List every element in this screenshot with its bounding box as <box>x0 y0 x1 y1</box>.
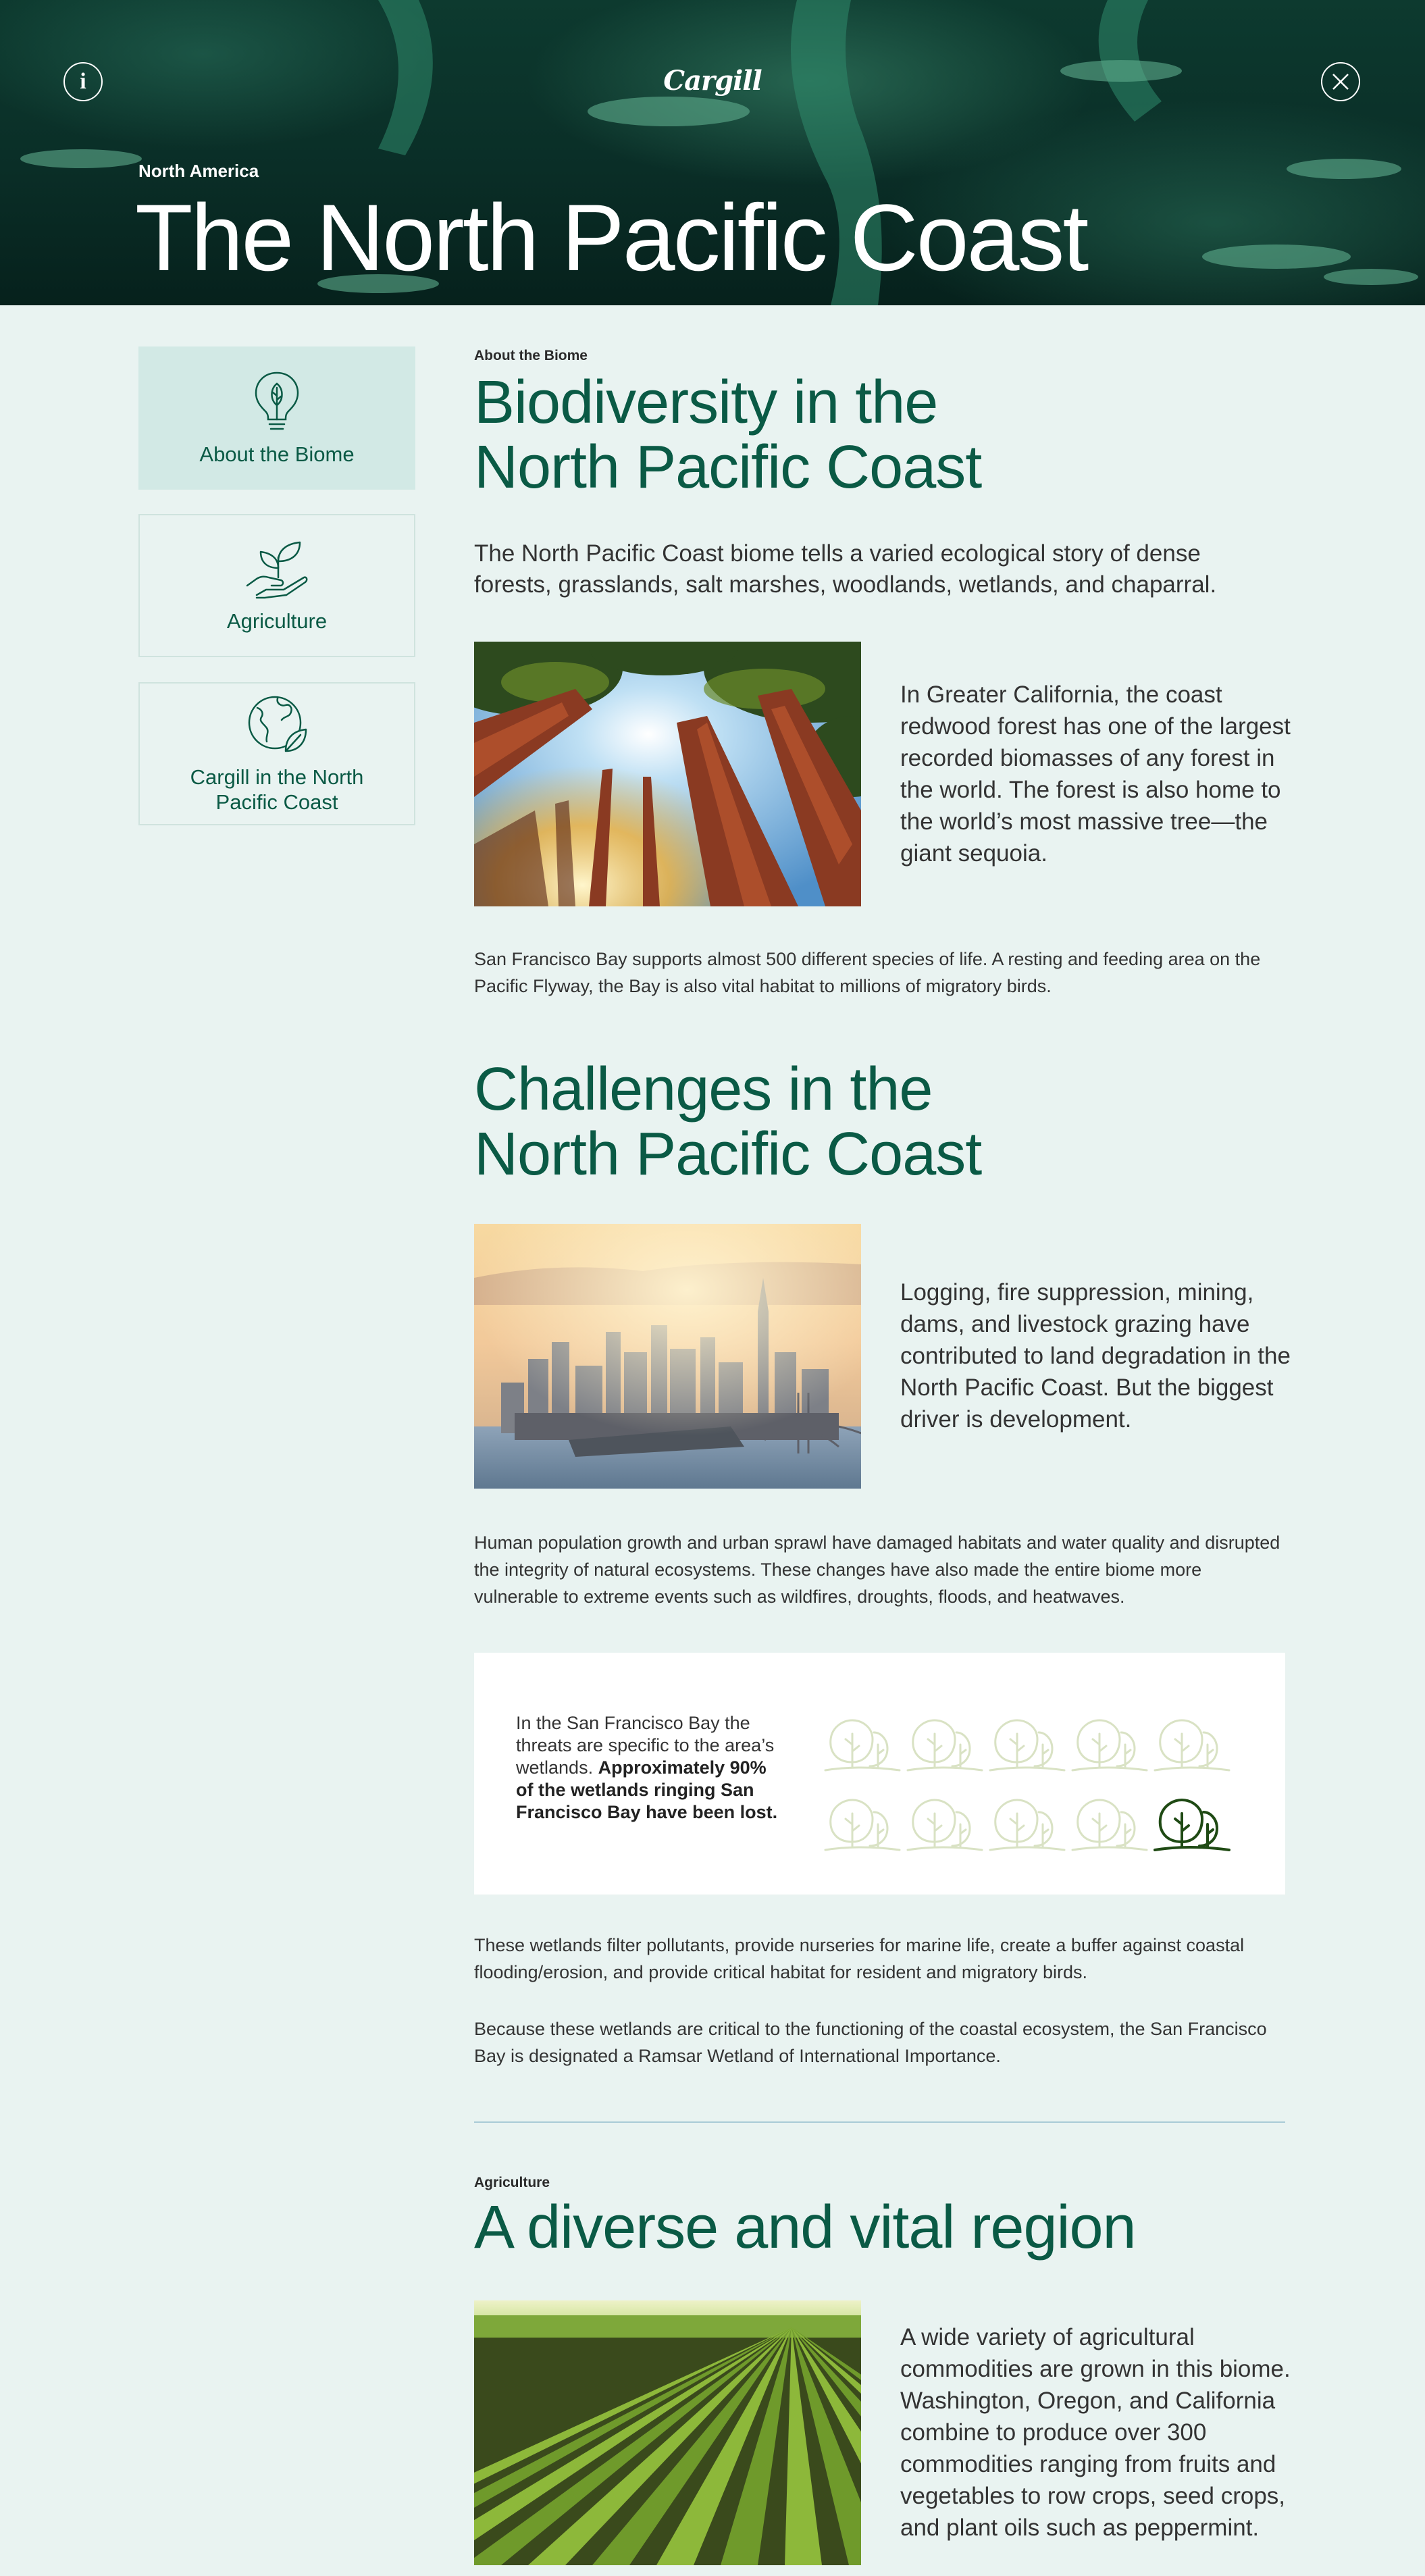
nav-card-agriculture[interactable] <box>138 514 415 657</box>
biome-lead-paragraph: The North Pacific Coast biome tells a varied ecological story of dense forests, grasslands, salt marshes, woodlands, wetlands, and chaparral. <box>474 540 1217 598</box>
trees-lost-infographic <box>819 1693 1251 1869</box>
agriculture-heading: A diverse and vital region <box>474 2194 1136 2261</box>
tree-icon-lost <box>825 1800 900 1850</box>
tree-icon-lost <box>1072 1720 1147 1770</box>
urban-sprawl-paragraph: Human population growth and urban sprawl have damaged habitats and water quality and disrupted the integrity of natural ecosystems. These changes have also made the entire biome more vulnerable to extreme events such as wildfires, droughts, floods, and heatwaves. <box>474 1532 1280 1607</box>
tree-icon-lost <box>825 1720 900 1770</box>
close-icon <box>1331 72 1350 91</box>
redwood-forest-photo <box>474 642 861 906</box>
region-label: North America <box>138 161 259 181</box>
close-button[interactable] <box>1321 62 1360 101</box>
agriculture-description: A wide variety of agricultural commodities are grown in this biome. Washington, Oregon, and California combine to produce over 300 commodities ranging from fruits and vegetables to row crops, seed crops, and plant oils such as peppermint. <box>900 2324 1291 2541</box>
redwood-description: In Greater California, the coast redwood forest has one of the largest recorded biomasses of any forest in the world. The forest is also home to the world’s most massive tree—the giant sequoia. <box>900 681 1291 867</box>
tree-icon-lost <box>1155 1720 1229 1770</box>
ramsar-paragraph: Because these wetlands are critical to the functioning of the coastal ecosystem, the San Francisco Bay is designated a Ramsar Wetland of International Importance. <box>474 2019 1267 2066</box>
san-francisco-skyline-photo <box>474 1224 861 1489</box>
tree-icon-lost <box>908 1800 982 1850</box>
wetlands-function-paragraph: These wetlands filter pollutants, provide nurseries for marine life, create a buffer against coastal flooding/erosion, and provide critical habitat for resident and migratory birds. <box>474 1935 1245 1982</box>
tree-icon-lost <box>990 1720 1064 1770</box>
hand-plant-icon <box>244 538 309 599</box>
heading-line: Biodiversity in the <box>474 369 938 436</box>
heading-line: North Pacific Coast <box>474 1120 982 1188</box>
bay-paragraph: San Francisco Bay supports almost 500 different species of life. A resting and feeding area on the Pacific Flyway, the Bay is also vital habitat to millions of migratory birds. <box>474 949 1261 996</box>
tree-icon-lost <box>1072 1800 1147 1850</box>
land-degradation-description: Logging, fire suppression, mining, dams, and livestock grazing have contributed to land degradation in the North Pacific Coast. But the biggest driver is development. <box>900 1279 1291 1433</box>
section-eyebrow: About the Biome <box>474 348 588 363</box>
lightbulb-leaf-icon <box>252 370 302 432</box>
tree-icon-lost <box>990 1800 1064 1850</box>
nav-label: Agriculture <box>226 609 328 633</box>
nav-label: Cargill in the North Pacific Coast <box>190 765 364 814</box>
nav-card-about-the-biome[interactable] <box>138 346 415 490</box>
crop-field-photo <box>474 2300 861 2565</box>
heading-line: North Pacific Coast <box>474 434 982 501</box>
wetlands-stat-text <box>516 1712 786 1824</box>
hero-banner <box>0 0 1425 305</box>
tree-icon-lost <box>908 1720 982 1770</box>
heading-line: Challenges in the <box>474 1056 933 1123</box>
section-divider <box>474 2121 1285 2123</box>
nav-label: About the Biome <box>199 442 355 466</box>
page-title: The North Pacific Coast <box>135 184 1087 290</box>
tree-icon-remaining <box>1155 1800 1229 1850</box>
section-eyebrow: Agriculture <box>474 2175 550 2190</box>
challenges-heading <box>474 1057 981 1187</box>
stat-highlight: Approximately 90% of the wetlands ringing San Francisco Bay have been lost. <box>516 1757 778 1822</box>
cargill-logo: Cargill <box>663 65 762 97</box>
wetlands-stat-card <box>474 1653 1285 1895</box>
stat-intro: In the San Francisco Bay the threats are specific to the area’s wetlands. <box>516 1713 775 1778</box>
nav-card-cargill-in-the-north-pacific-coast[interactable] <box>138 682 415 825</box>
info-icon: i <box>80 69 86 94</box>
biodiversity-heading <box>474 370 981 500</box>
globe-leaf-icon <box>247 693 307 755</box>
